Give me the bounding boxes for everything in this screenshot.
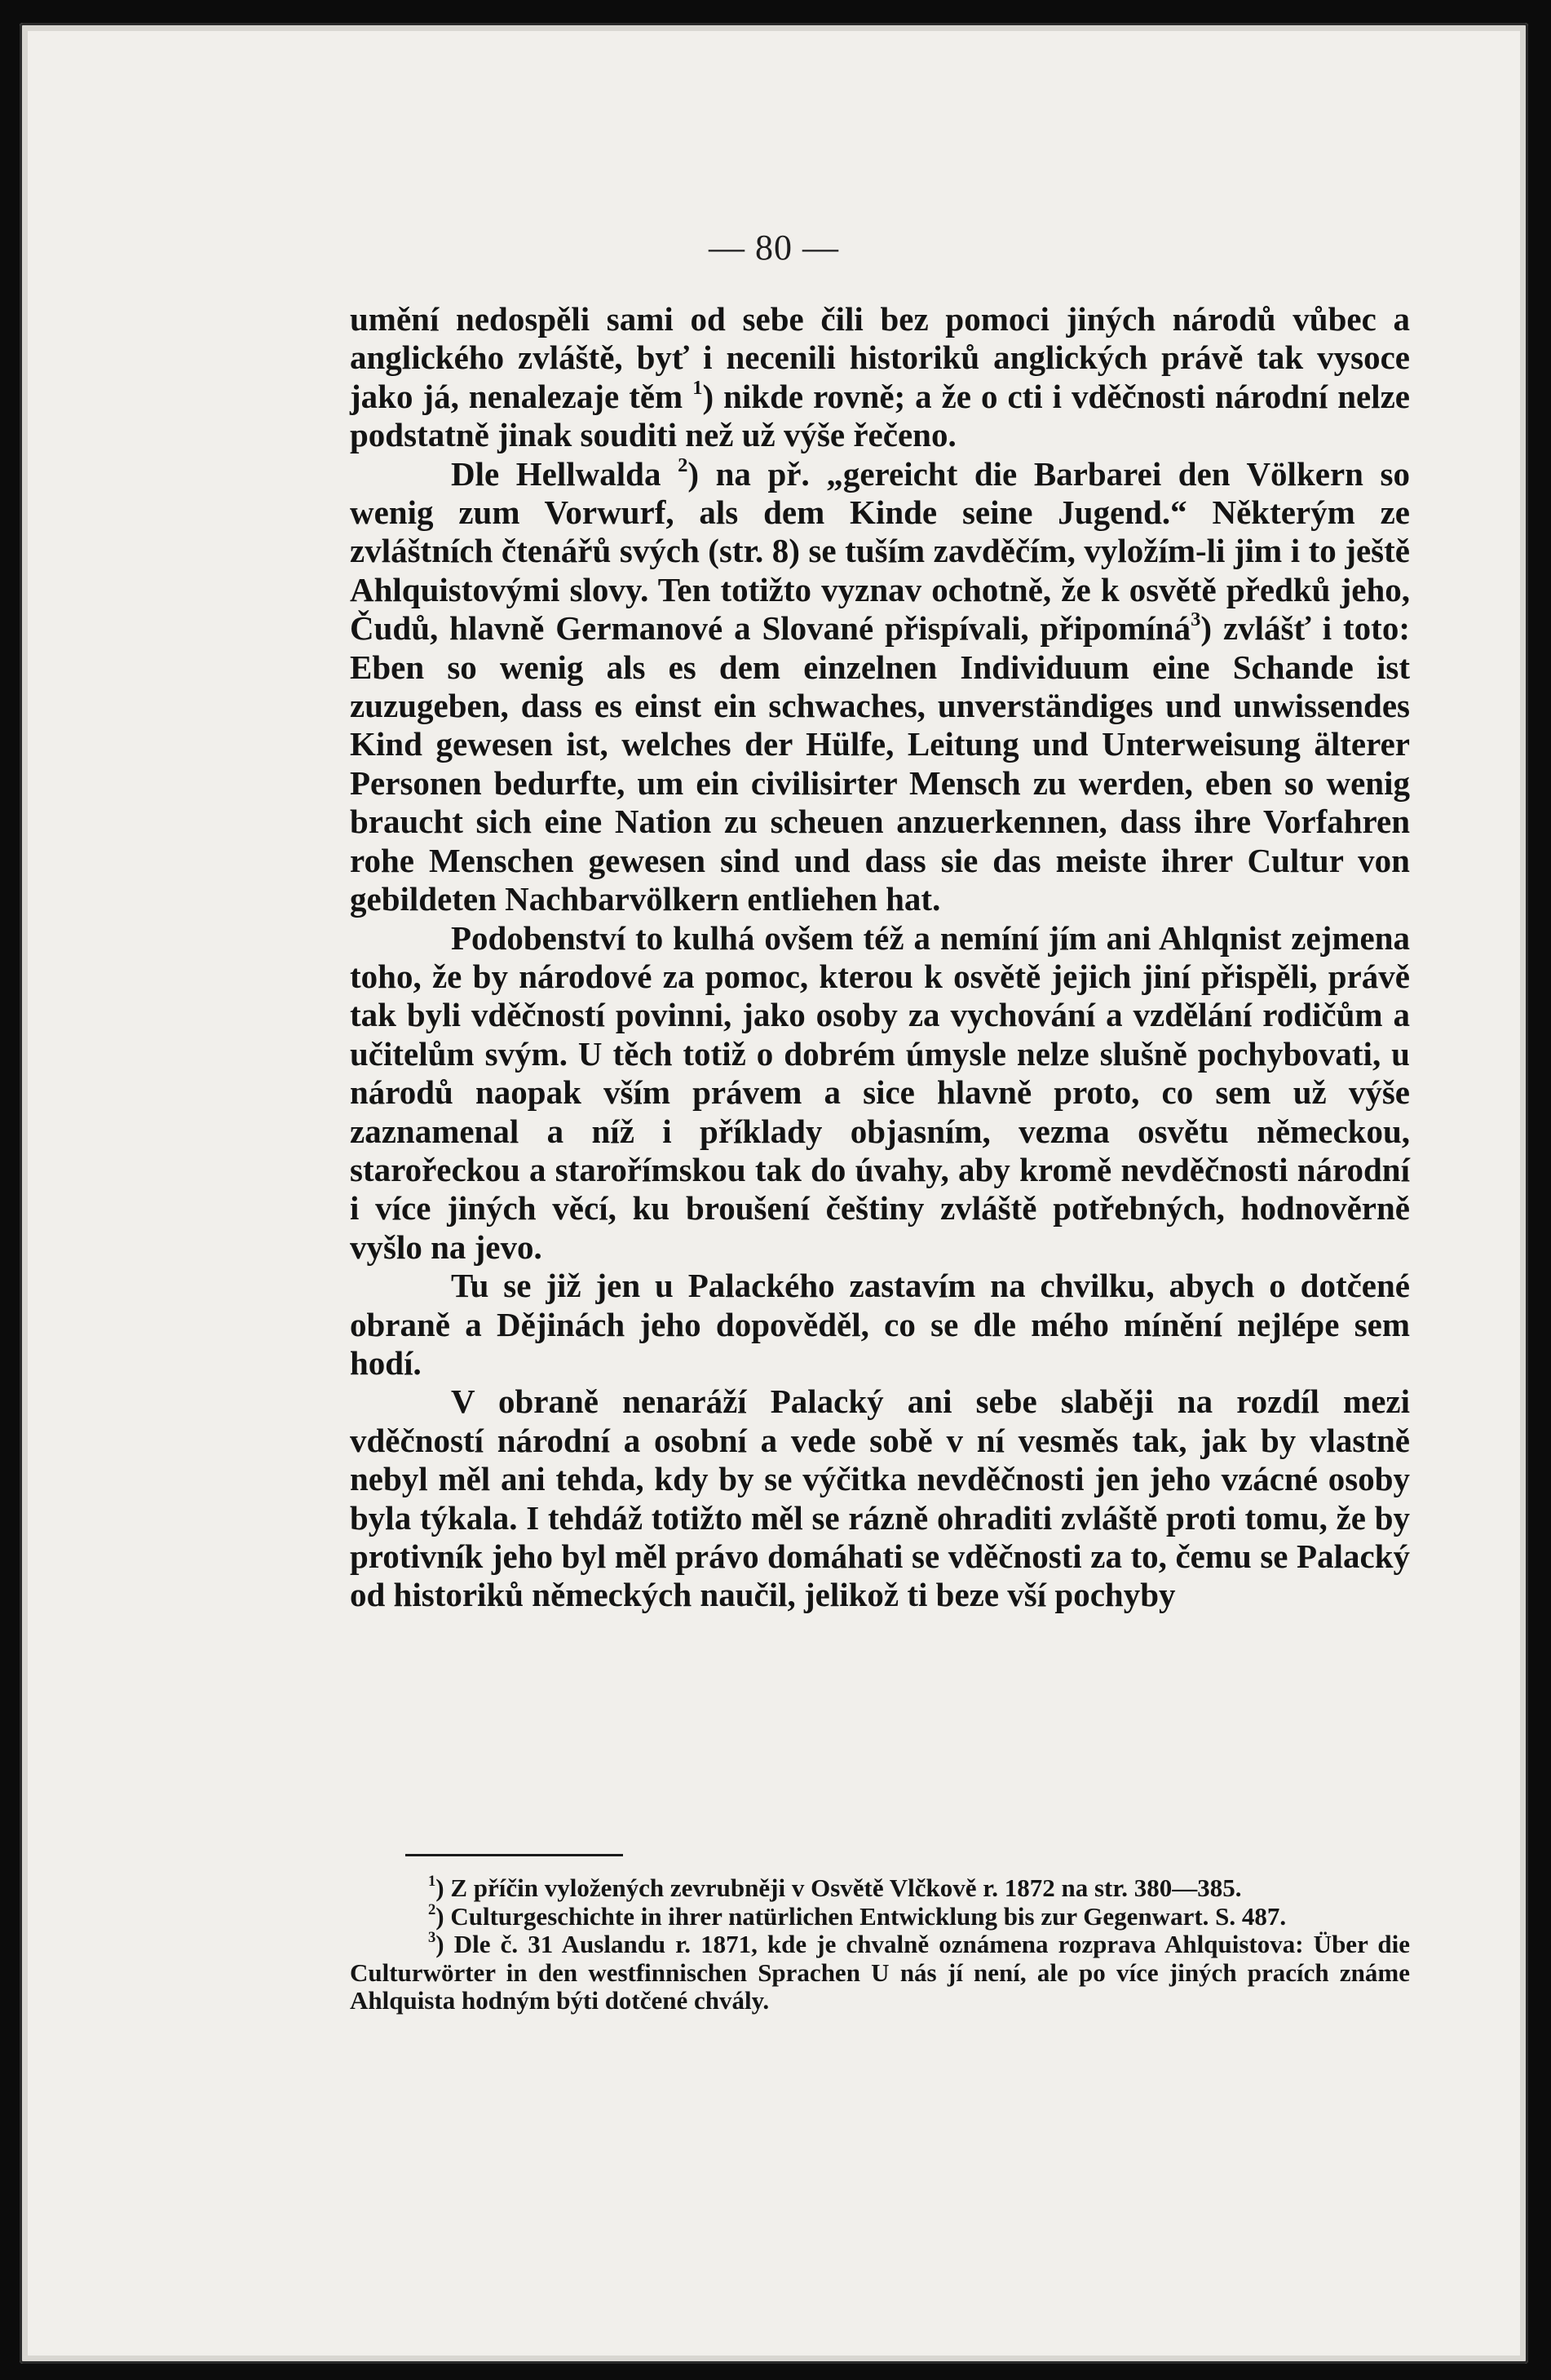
paragraph — [350, 919, 1410, 1267]
paragraph-text: Podobenství to kulhá ovšem též a nemíní jím ani Ahlqnist zejmena toho, že by národové za pomoc, kterou k osvětě jejich jiní přispěli, právě tak byli vděčností povinni, jako osoby za vychování a vzdělání rodičům a učitelům svým. U těch totiž o dobrém úmysle nelze slušně pochybovati, u národů naopak vším právem a sice hlavně proto, co sem už výše zaznamenal a níž i příklady objasním, vezma osvětu německou, starořeckou a starořímskou tak do úvahy, aby kromě nevděčnosti národní i více jiných věcí, ku broušení češtiny zvláště potřebných, hodnověrně vyšlo na jevo. — [350, 918, 1410, 1266]
footnote — [350, 1874, 1410, 1903]
paragraph-text: ) zvlášť i toto: Eben so wenig als es dem einzelnen Individuum eine Schande ist zuzugeben, dass es einst ein schwaches, unverständiges und unwissendes Kind gewesen ist, welches der Hülfe, Leitung und Unterweisung älterer Personen bedurfte, um ein civilisirter Mensch zu werden, eben so wenig braucht sich eine Nation zu scheuen anzuerkennen, dass ihre Vorfahren rohe Menschen gewesen sind und dass sie das meiste ihrer Cultur von gebildeten Nachbarvölkern entliehen hat. — [350, 609, 1410, 918]
footnote-number: 3 — [428, 1928, 436, 1946]
footnote-mark: 1 — [692, 376, 703, 399]
paragraph-text: umění nedospěli sami od sebe čili bez pomoci jiných národů vůbec a anglického zvláště, byť i necenili historiků anglických právě tak vysoce jako já, nenalezaje těm — [350, 300, 1410, 415]
paragraph — [350, 300, 1410, 455]
footnote — [350, 1900, 1410, 1931]
footnote-number: 1 — [428, 1872, 436, 1890]
page-number: — 80 — — [709, 228, 839, 268]
paragraph-text: Tu se již jen u Palackého zastavím na chvilku, abych o dotčené obraně a Dějinách jeho dopověděl, co se dle mého mínění nejlépe sem hodí. — [350, 1267, 1410, 1382]
footnote — [350, 1928, 1410, 2015]
body-text — [350, 300, 1410, 1615]
paragraph — [350, 455, 1410, 919]
footnote-mark: 2 — [678, 453, 688, 476]
book-page — [20, 23, 1528, 2364]
paragraph — [350, 1267, 1410, 1382]
footnotes — [350, 1874, 1410, 2015]
paragraph-text: Dle Hellwalda — [451, 454, 678, 493]
footnote-mark: 3 — [1191, 608, 1201, 631]
footnote-text: ) Culturgeschichte in ihrer natürlichen Entwicklung bis zur Gegenwart. S. 487. — [435, 1901, 1287, 1931]
paragraph-text: ) nikde rovně; a že o cti i vděčnosti národní nelze podstatně jinak souditi než už výše řečeno. — [350, 377, 1410, 454]
footnote-text: ) Dle č. 31 Auslandu r. 1871, kde je chvalně oznámena rozprava Ahlquistova: Über die Culturwörter in den westfinnischen Sprachen U nás jí není, ale po více jiných pracích známe Ahlquista hodným býti dotčené chvály. — [350, 1930, 1410, 2015]
footnote-separator — [405, 1854, 623, 1856]
footnote-number: 2 — [428, 1900, 436, 1918]
paragraph-text: V obraně nenaráží Palacký ani sebe slaběji na rozdíl mezi vděčností národní a osobní a vede sobě v ní vesměs tak, jak by vlastně nebyl měl ani tehda, kdy by se výčitka nevděčnosti jen jeho vzácné osoby byla týkala. I tehdáž totižto měl se rázně ohraditi zvláště proti tomu, že by protivník jeho byl měl právo domáhati se vděčnosti za to, čemu se Palacký od historiků německých naučil, jelikož ti beze vší pochyby — [350, 1382, 1410, 1614]
paragraph-text: ) na př. „gereicht die Barbarei den Völkern so wenig zum Vorwurf, als dem Kinde seine Jugend.“ Některým ze zvláštních čtenářů svých (str. 8) se tuším zavděčím, vyložím-li jim i to ještě Ahlquistovými slovy. Ten totižto vyznav ochotně, že k osvětě předků jeho, Čudů, hlavně Germanové a Slované přispívali, připomíná — [350, 454, 1411, 648]
footnote-text: ) Z příčin vyložených zevrubněji v Osvětě Vlčkově r. 1872 na str. 380—385. — [435, 1873, 1242, 1902]
paragraph — [350, 1382, 1410, 1614]
